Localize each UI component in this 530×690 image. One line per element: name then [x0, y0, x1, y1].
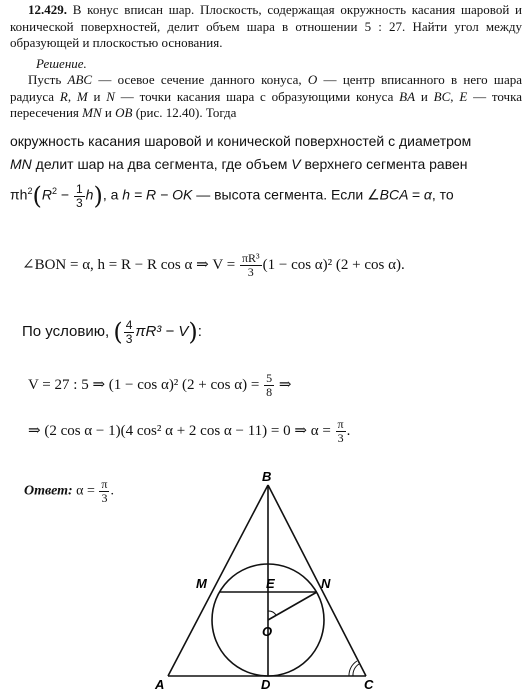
- label-b: B: [262, 469, 272, 484]
- formula-part: (1 − cos α)² (2 + cos α).: [262, 256, 405, 273]
- label-a: A: [155, 677, 165, 690]
- answer-part: α =: [72, 483, 99, 499]
- intro-var: OB: [115, 105, 133, 120]
- intro-text: ,: [67, 88, 77, 104]
- answer-part: .: [110, 483, 114, 499]
- fraction: $\frac{4}{3}$: [125, 317, 133, 346]
- fraction: $\frac{\pi}{3}$: [101, 477, 108, 505]
- intro-text: (рис. 12.40). Тогда: [132, 105, 237, 120]
- intro-var: BC: [433, 88, 451, 104]
- formula-op: −: [56, 186, 73, 203]
- solution-line-1: окружность касания шаровой и конической поверхностей с диаметром: [10, 133, 472, 149]
- formula-part: По условию,: [22, 322, 114, 340]
- intro-var: ABC: [67, 72, 93, 87]
- fraction: $\frac{5}{8}$: [266, 371, 273, 399]
- formula-var: h: [85, 186, 94, 203]
- fraction: $\frac{\pi}{3}$: [337, 417, 344, 445]
- line2-var: V: [291, 156, 301, 172]
- angle-mark-bca: [353, 664, 359, 676]
- line2-text: делит шар на два сегмента, где объем: [31, 156, 292, 172]
- fraction: $\frac{\text{πR³}}{3}$: [241, 251, 260, 279]
- solution-line-3: $\pi h^2(R^2$ − $\frac{1}{3}$ h), а h = R − OK — высота сегмента. Если ∠BCA = α, то: [10, 181, 454, 210]
- formula-line-5: По условию, ( $\frac{4}{3}$ πR³ − V):: [22, 317, 202, 346]
- formula-var: R: [41, 186, 52, 203]
- intro-var: MN: [82, 105, 102, 120]
- intro-text: и: [87, 88, 107, 104]
- solution-label: Решение.: [36, 56, 87, 71]
- intro-text: ,: [450, 88, 460, 104]
- label-n: N: [321, 576, 331, 591]
- intro-text: — точка пересечения: [10, 88, 522, 120]
- intro-text: — осевое сечение данного конуса,: [92, 72, 308, 87]
- formula-part: .: [346, 422, 351, 439]
- label-c: C: [364, 677, 374, 690]
- line2-var: MN: [10, 156, 32, 172]
- problem-text: В конус вписан шар. Плоскость, содержащая окружность касания шаровой и конической поверхностей, делит объем шара в отношении 5 : 27. Найти угол между образующей и плоскостью основания.: [10, 2, 522, 50]
- intro-var: N: [106, 88, 115, 104]
- intro-text: и: [101, 105, 116, 120]
- formula-part: ⇒ (2 cos α − 1)(4 cos² α + 2 cos α − 11) = 0 ⇒ α =: [28, 422, 335, 439]
- intro-text: — точки касания шара с образующими конуса: [114, 88, 400, 104]
- intro-text: — центр вписанного в него шара радиуса: [10, 72, 522, 104]
- label-d: D: [261, 677, 271, 690]
- formula-part: ∠BON = α, h = R − R cos α ⇒ V =: [22, 256, 239, 273]
- intro-var: BA: [399, 88, 416, 104]
- intro-var: R: [59, 88, 68, 104]
- formula-eq: h = R − OK: [122, 186, 193, 203]
- intro-var: M: [76, 88, 88, 104]
- line2-text: верхнего сегмента равен: [300, 156, 468, 172]
- formula-part: ⇒: [275, 376, 292, 393]
- answer-label: Ответ:: [24, 483, 73, 499]
- angle-mark-bon: [268, 611, 276, 615]
- formula-part: πR³ − V: [135, 322, 189, 340]
- triangle-side-ba: [168, 485, 268, 676]
- intro-var: E: [459, 88, 468, 104]
- line3-text: , а: [102, 186, 123, 203]
- problem-number: 12.429.: [28, 2, 67, 17]
- line3-text: , то: [431, 186, 454, 203]
- intro-var: O: [307, 72, 318, 87]
- formula-angle: ∠BCA = α: [367, 186, 432, 203]
- intro-text: Пусть: [28, 72, 68, 87]
- formula-part: V = 27 : 5 ⇒ (1 − cos α)² (2 + cos α) =: [28, 376, 264, 393]
- fraction: $\frac{1}{3}$: [75, 181, 83, 210]
- radius-on: [268, 592, 317, 620]
- intro-text: и: [415, 88, 434, 104]
- formula-term: πh: [10, 186, 28, 203]
- label-e: E: [266, 576, 275, 591]
- line3-text: — высота сегмента. Если: [192, 186, 368, 203]
- formula-part: :: [197, 322, 202, 340]
- label-m: M: [196, 576, 207, 591]
- label-o: O: [262, 624, 273, 639]
